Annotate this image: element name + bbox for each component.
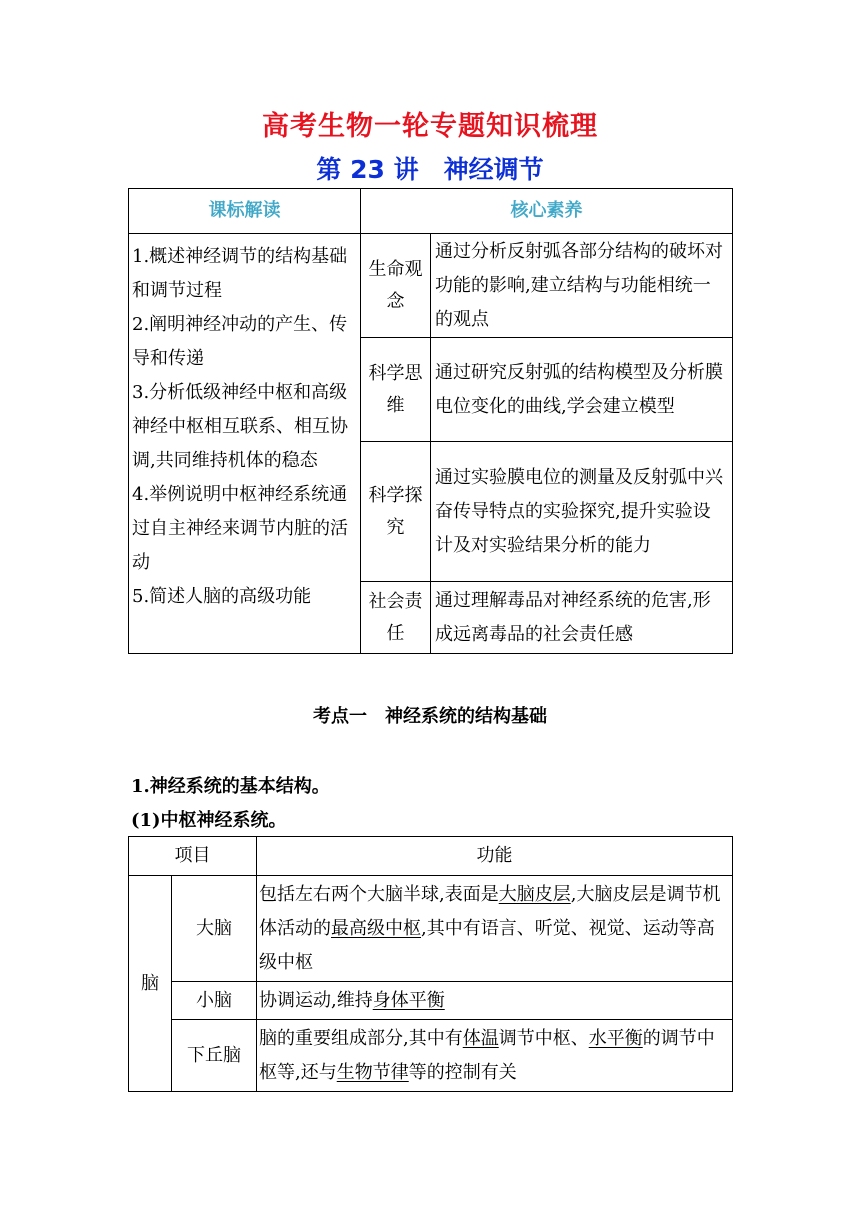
standard-item-5: 5.简述人脑的高级功能 — [132, 586, 312, 607]
standard-item-4: 4.举例说明中枢神经系统通过自主神经来调节内脏的活动 — [132, 484, 348, 573]
paragraph-cns: (1)中枢神经系统。 — [131, 810, 287, 831]
lecture-title: 第 23 讲 神经调节 — [316, 155, 544, 184]
row-name-cerebrum: 大脑 — [172, 876, 257, 982]
standards-table — [128, 188, 733, 654]
row-name-hypothalamus: 下丘脑 — [172, 1020, 257, 1092]
category-desc: 通过研究反射弧的结构模型及分析膜电位变化的曲线,学会建立模型 — [431, 338, 733, 442]
category-cell: 科学探究 — [361, 442, 431, 582]
row-name-cerebellum: 小脑 — [172, 982, 257, 1020]
row-func-cerebrum: 包括左右两个大脑半球,表面是大脑皮层,大脑皮层是调节机体活动的最高级中枢,其中有语言、听觉、视觉、运动等高级中枢 — [257, 876, 733, 982]
header-item: 项目 — [129, 837, 257, 876]
cns-table — [128, 836, 733, 1092]
header-competencies: 核心素养 — [361, 189, 733, 234]
category-cell: 生命观念 — [361, 234, 431, 338]
key-term: 体温 — [462, 1027, 499, 1049]
key-term: 生物节律 — [336, 1061, 409, 1083]
section-title: 考点一 神经系统的结构基础 — [313, 706, 547, 727]
standard-item-2: 2.阐明神经冲动的产生、传导和传递 — [132, 314, 348, 369]
header-standards: 课标解读 — [129, 189, 361, 234]
row-func-cerebellum: 协调运动,维持身体平衡 — [257, 982, 733, 1020]
category-desc: 通过理解毒品对神经系统的危害,形成远离毒品的社会责任感 — [431, 582, 733, 654]
key-term: 大脑皮层 — [498, 883, 571, 905]
category-cell: 社会责任 — [361, 582, 431, 654]
paragraph-basic-structure: 1.神经系统的基本结构。 — [131, 776, 330, 797]
key-term: 身体平衡 — [372, 989, 445, 1011]
standard-item-3: 3.分析低级神经中枢和高级神经中枢相互联系、相互协调,共同维持机体的稳态 — [132, 382, 348, 471]
header-function: 功能 — [257, 837, 733, 876]
category-desc: 通过分析反射弧各部分结构的破坏对功能的影响,建立结构与功能相统一的观点 — [431, 234, 733, 338]
standards-list — [129, 234, 361, 654]
standard-item-1: 1.概述神经调节的结构基础和调节过程 — [132, 246, 348, 301]
key-term: 最高级中枢 — [331, 917, 421, 939]
row-func-hypothalamus: 脑的重要组成部分,其中有体温调节中枢、水平衡的调节中枢等,还与生物节律等的控制有关 — [257, 1020, 733, 1092]
group-brain: 脑 — [129, 876, 172, 1092]
key-term: 水平衡 — [588, 1027, 643, 1049]
category-desc: 通过实验膜电位的测量及反射弧中兴奋传导特点的实验探究,提升实验设计及对实验结果分析的能力 — [431, 442, 733, 582]
page-title: 高考生物一轮专题知识梳理 — [262, 111, 598, 142]
category-cell: 科学思维 — [361, 338, 431, 442]
